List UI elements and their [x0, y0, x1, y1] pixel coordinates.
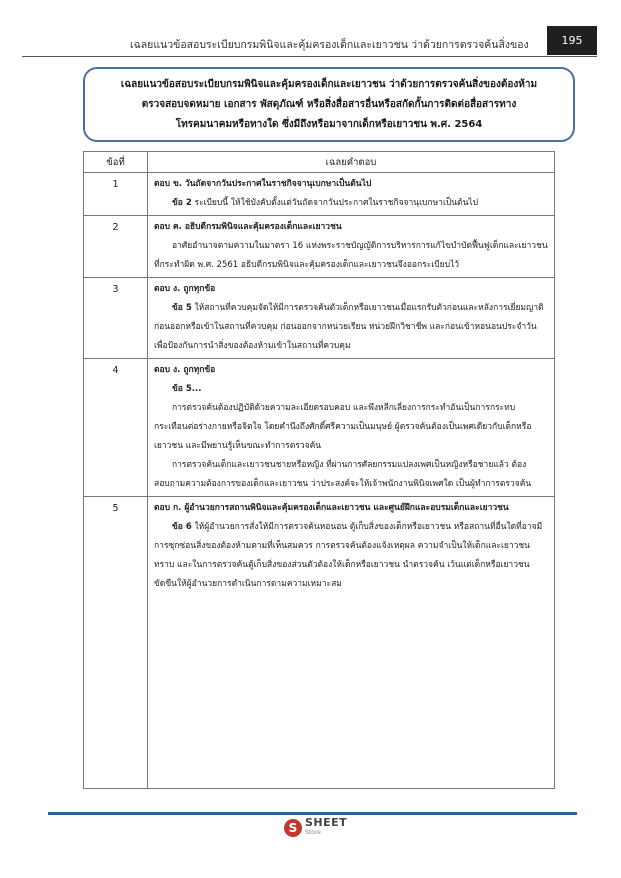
- title-line-1: เฉลยแนวข้อสอบระเบียบกรมพินิจและคุ้มครองเด็กและเยาวชน ว่าด้วยการตรวจค้นสิ่งของต้องห้าม: [120, 78, 538, 90]
- clause-ref: ข้อ 5...: [172, 384, 202, 394]
- explanation-paragraph: [154, 194, 548, 213]
- table-row: [84, 173, 554, 216]
- footer-bar: [48, 812, 577, 815]
- answer-choice: ตอบ ค. อธิบดีกรมพินิจและคุ้มครองเด็กและเยาวชน: [154, 222, 342, 232]
- header-divider: [22, 56, 597, 57]
- answer-cell: [148, 216, 554, 277]
- row-number: 3: [84, 278, 148, 358]
- sheet-store-logo: [284, 818, 347, 838]
- logo-sub: Store: [305, 829, 321, 836]
- explanation-paragraph: [154, 299, 548, 356]
- answer-cell: [148, 359, 554, 496]
- answer-choice: ตอบ ง. ถูกทุกข้อ: [154, 284, 216, 294]
- table-row: [84, 278, 554, 359]
- answer-cell: [148, 173, 554, 215]
- explanation-paragraph: [154, 380, 548, 399]
- answer-cell: [148, 278, 554, 358]
- row-number: 4: [84, 359, 148, 496]
- answer-choice: ตอบ ง. ถูกทุกข้อ: [154, 365, 216, 375]
- title-line-2: ตรวจสอบจดหมาย เอกสาร พัสดุภัณฑ์ หรือสิ่งสื่อสารอื่นหรือสกัดกั้นการติดต่อสื่อสารทาง: [141, 98, 517, 110]
- row-number: 5: [84, 497, 148, 788]
- clause-text: การตรวจค้นเด็กและเยาวชนชายหรือหญิง ที่ผ่านการศัลยกรรมแปลงเพศเป็นหญิงหรือชายแล้ว ต้องสอบถามความต้องการของเด็กและเยาวชน ว่าประสงค์จะให้เจ้าพนักงานพินิจเพศใด เป็นผู้ทำการตรวจค้น: [154, 460, 532, 489]
- explanation-paragraph: [154, 456, 548, 494]
- answer-choice: ตอบ ข. วันถัดจากวันประกาศในราชกิจจานุเบกษาเป็นต้นไป: [154, 179, 372, 189]
- clause-ref: ข้อ 5: [172, 303, 192, 313]
- explanation-paragraph: [154, 518, 548, 594]
- answer-table: [83, 151, 555, 789]
- title-box: [83, 67, 575, 142]
- clause-ref: ข้อ 2: [172, 198, 192, 208]
- row-number: 2: [84, 216, 148, 277]
- table-row: [84, 497, 554, 788]
- table-row: [84, 216, 554, 278]
- col-header-num: ข้อที่: [84, 152, 148, 172]
- clause-ref: ข้อ 6: [172, 522, 192, 532]
- running-header: เฉลยแนวข้อสอบระเบียบกรมพินิจและคุ้มครองเด็กและเยาวชน ว่าด้วยการตรวจค้นสิ่งของ: [130, 39, 529, 51]
- clause-text: ให้สถานที่ควบคุมจัดให้มีการตรวจค้นตัวเด็กหรือเยาวชนเมื่อแรกรับตัวก่อนและหลังการเยี่ยมญาติ ก่อนออกหรือเข้าในสถานที่ควบคุม ก่อนออกจากหน่วยเรียน หน่วยฝึกวิชาชีพ และก่อนเข้าหอนอนประจำวัน เพื่อป้องกันการนำสิ่งของต้องห้ามเข้าในสถานที่ควบคุม: [154, 303, 544, 351]
- logo-icon: S: [284, 819, 302, 837]
- logo-name: SHEET: [305, 816, 348, 829]
- title-line-3: โทรคมนาคมหรือทางใด ซึ่งมีถึงหรือมาจากเด็กหรือเยาวชน พ.ศ. 2564: [175, 118, 483, 130]
- col-header-answer: เฉลยคำตอบ: [325, 156, 377, 168]
- clause-text: การตรวจค้นต้องปฏิบัติด้วยความละเอียดรอบคอบ และพึงหลีกเลี่ยงการกระทำอันเป็นการกระทบกระเทือนต่อร่างกายหรือจิตใจ โดยคำนึงถึงศักดิ์ศรีความเป็นมนุษย์ ผู้ตรวจค้นต้องเป็นเพศเดียวกับเด็กหรือเยาวชน และมีพยานรู้เห็นขณะทำการตรวจค้น: [154, 403, 532, 451]
- clause-text: อาศัยอำนาจตามความในมาตรา 16 แห่งพระราชบัญญัติการบริหารการแก้ไขบำบัดฟื้นฟูเด็กและเยาวชนที่กระทำผิด พ.ศ. 2561 อธิบดีกรมพินิจและคุ้มครองเด็กและเยาวชนจึงออกระเบียบไว้: [154, 241, 548, 270]
- table-row: [84, 359, 554, 497]
- clause-text: ให้ผู้อำนวยการสั่งให้มีการตรวจค้นหอนอน ตู้เก็บสิ่งของเด็กหรือเยาวชน หรือสถานที่อื่นใดที่อาจมีการซุกซ่อนสิ่งของต้องห้ามตามที่เห็นสมควร การตรวจค้นต้องแจ้งเหตุผล ความจำเป็นให้เด็กและเยาวชนทราบ และในการตรวจค้นตู้เก็บสิ่งของส่วนตัวต้องให้เด็กหรือเยาวชน นำตรวจค้น เว้นแต่เด็กหรือเยาวชนขัดขืนให้ผู้อำนวยการดำเนินการตามความเหมาะสม: [154, 522, 543, 589]
- answer-cell: [148, 497, 554, 788]
- answer-choice: ตอบ ก. ผู้อำนวยการสถานพินิจและคุ้มครองเด็กและเยาวชน และศูนย์ฝึกและอบรมเด็กและเยาวชน: [154, 503, 509, 513]
- page-number: 195: [547, 26, 597, 55]
- table-header: [84, 152, 554, 173]
- row-number: 1: [84, 173, 148, 215]
- explanation-paragraph: [154, 237, 548, 275]
- clause-text: ระเบียบนี้ ให้ใช้บังคับตั้งแต่วันถัดจากวันประกาศในราชกิจจานุเบกษาเป็นต้นไป: [191, 198, 479, 208]
- explanation-paragraph: [154, 399, 548, 456]
